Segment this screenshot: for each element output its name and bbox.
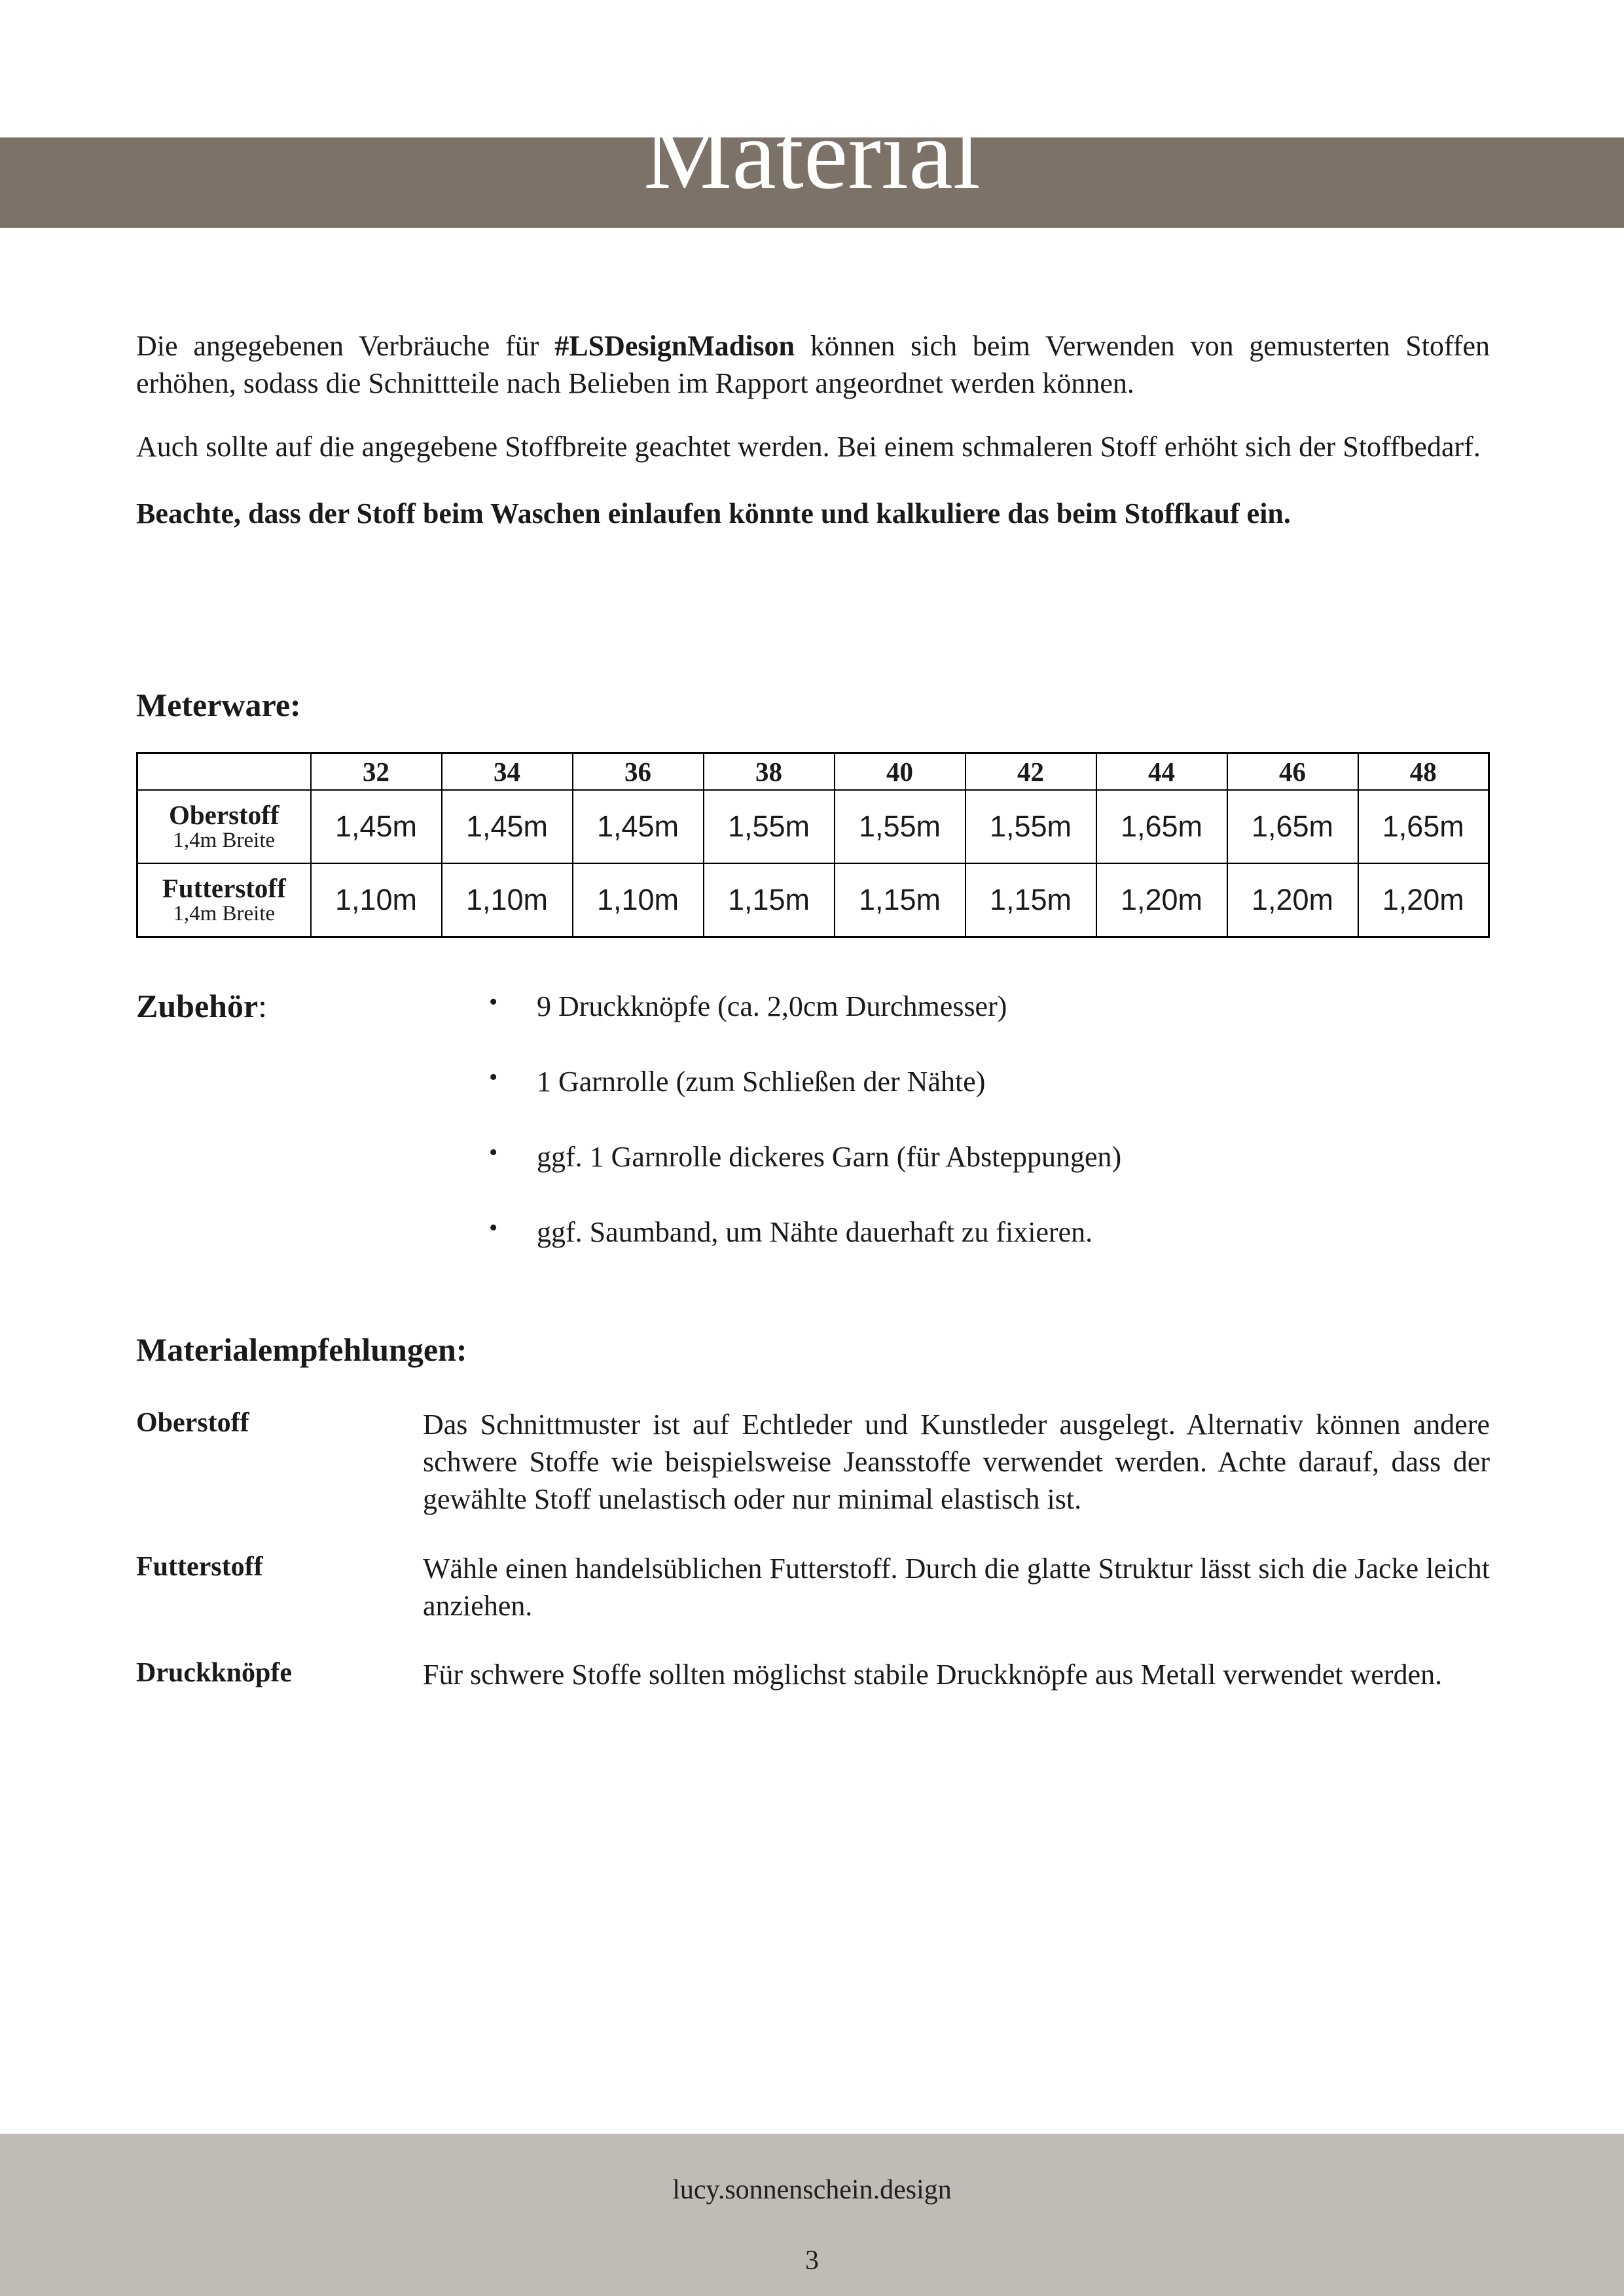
intro-p1-after: können sich beim Verwenden von gemusterten Stoffen erhöhen, sodass die Schnittteile nach Belieben im Rapport angeordnet werden können.	[136, 330, 1490, 400]
futterstoff-value-40: 1,15m	[835, 863, 965, 937]
futterstoff-value-32: 1,10m	[311, 863, 442, 937]
recommendation-term: Oberstoff	[136, 1408, 249, 1438]
zubehoer-item-list	[483, 988, 1465, 1250]
intro-paragraph-2: Auch sollte auf die angegebene Stoffbreite geachtet werden. Bei einem schmaleren Stoff erhöht sich der Stoffbedarf.	[136, 431, 1481, 463]
oberstoff-value-34: 1,45m	[442, 790, 573, 863]
size-header-40: 40	[835, 753, 965, 791]
futterstoff-value-44: 1,20m	[1096, 863, 1227, 937]
oberstoff-value-44: 1,65m	[1096, 790, 1227, 863]
row-label-width: 1,4m Breite	[173, 902, 276, 926]
footer-page-number: 3	[805, 2246, 819, 2276]
bullet-icon: •	[489, 1214, 498, 1242]
intro-paragraph-1	[136, 327, 1490, 402]
washing-note: Beachte, dass der Stoff beim Waschen einlaufen könnte und kalkuliere das beim Stoffkauf ein.	[136, 497, 1291, 529]
list-item-label: 9 Druckknöpfe (ca. 2,0cm Durchmesser)	[537, 990, 1007, 1022]
oberstoff-value-46: 1,65m	[1227, 790, 1358, 863]
list-item	[483, 1064, 1465, 1100]
futterstoff-value-46: 1,20m	[1227, 863, 1358, 937]
page-title: Material	[643, 99, 981, 209]
row-label-width: 1,4m Breite	[173, 829, 276, 853]
recommendation-row-druckknoepfe	[136, 1656, 1490, 1695]
list-item-label: 1 Garnrolle (zum Schließen der Nähte)	[537, 1066, 986, 1098]
table-row	[137, 790, 1489, 863]
row-label-futterstoff	[137, 863, 311, 937]
zubehoer-heading-colon: :	[258, 988, 268, 1024]
oberstoff-value-42: 1,55m	[965, 790, 1096, 863]
table-row	[137, 863, 1489, 937]
meterware-section	[136, 687, 1490, 938]
oberstoff-value-40: 1,55m	[835, 790, 965, 863]
oberstoff-value-32: 1,45m	[311, 790, 442, 863]
futterstoff-value-48: 1,20m	[1358, 863, 1489, 937]
footer-site-name: lucy.sonnenschein.design	[672, 2175, 952, 2205]
recommendation-row-futterstoff	[136, 1550, 1490, 1624]
materialempfehlungen-heading: Materialempfehlungen:	[136, 1331, 467, 1368]
size-header-44: 44	[1096, 753, 1227, 791]
futterstoff-value-42: 1,15m	[965, 863, 1096, 937]
size-header-48: 48	[1358, 753, 1489, 791]
recommendation-row-oberstoff	[136, 1406, 1490, 1518]
recommendation-description: Für schwere Stoffe sollten möglichst stabile Druckknöpfe aus Metall verwendet werden.	[423, 1658, 1443, 1691]
hashtag-design-name: #LSDesignMadison	[554, 330, 795, 362]
table-header-row	[137, 753, 1489, 791]
list-item	[483, 988, 1465, 1024]
row-label-name: Oberstoff	[168, 799, 280, 830]
materialempfehlungen-section	[136, 1332, 1490, 1695]
list-item	[483, 1214, 1465, 1250]
recommendation-term: Druckknöpfe	[136, 1657, 293, 1688]
bullet-icon: •	[489, 1064, 498, 1091]
oberstoff-value-48: 1,65m	[1358, 790, 1489, 863]
zubehoer-heading-text: Zubehör	[136, 988, 259, 1024]
size-header-36: 36	[573, 753, 704, 791]
futterstoff-value-38: 1,15m	[704, 863, 835, 937]
intro-p1-before: Die angegebenen Verbräuche für	[136, 330, 555, 362]
size-header-34: 34	[442, 753, 573, 791]
list-item-label: ggf. 1 Garnrolle dickeres Garn (für Absteppungen)	[537, 1141, 1122, 1173]
meterware-heading: Meterware:	[136, 687, 301, 723]
recommendation-description: Das Schnittmuster ist auf Echtleder und Kunstleder ausgelegt. Alternativ können andere schwere Stoffe wie beispielsweise Jeansstoffe verwendet werden. Achte darauf, dass der gewählte Stoff unelastisch oder nur minimal elastisch ist.	[423, 1408, 1490, 1516]
size-header-32: 32	[311, 753, 442, 791]
table-corner-cell	[137, 753, 311, 791]
oberstoff-value-36: 1,45m	[573, 790, 704, 863]
oberstoff-value-38: 1,55m	[704, 790, 835, 863]
list-item	[483, 1139, 1465, 1175]
zubehoer-heading	[136, 988, 267, 1024]
futterstoff-value-36: 1,10m	[573, 863, 704, 937]
futterstoff-value-34: 1,10m	[442, 863, 573, 937]
recommendation-term: Futterstoff	[136, 1551, 263, 1582]
footer-band	[0, 2134, 1624, 2296]
size-header-46: 46	[1227, 753, 1358, 791]
row-label-name: Futterstoff	[162, 872, 286, 903]
size-header-38: 38	[704, 753, 835, 791]
intro-section	[136, 327, 1490, 532]
row-label-oberstoff	[137, 790, 311, 863]
recommendation-description: Wähle einen handelsüblichen Futterstoff. Durch die glatte Struktur lässt sich die Jacke leicht anziehen.	[423, 1552, 1490, 1622]
bullet-icon: •	[489, 988, 498, 1016]
list-item-label: ggf. Saumband, um Nähte dauerhaft zu fixieren.	[537, 1216, 1093, 1248]
size-header-42: 42	[965, 753, 1096, 791]
fabric-requirement-table	[136, 752, 1490, 938]
bullet-icon: •	[489, 1139, 498, 1166]
